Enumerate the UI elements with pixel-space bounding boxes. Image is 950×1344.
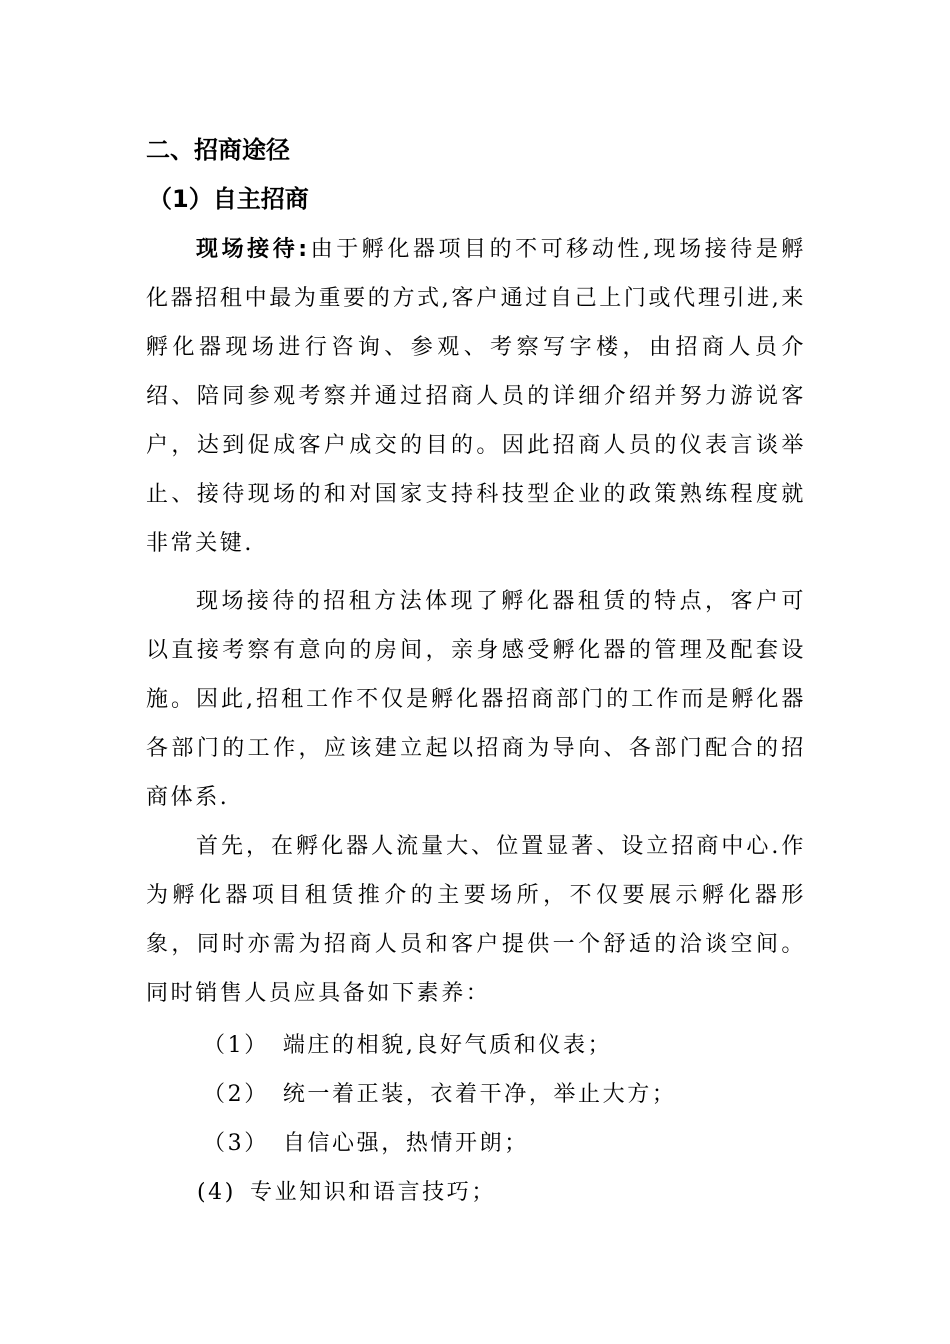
paragraph-onsite-reception xyxy=(146,225,806,568)
list-item xyxy=(203,1129,529,1159)
list-item-number: (4) xyxy=(197,1180,236,1205)
list-item-number: （1） xyxy=(203,1033,269,1058)
paragraph-rental-method: 现场接待的招租方法体现了孵化器租赁的特点，客户可以直接考察有意向的房间，亲身感受孵化器的管理及配套设施。因此,招租工作不仅是孵化器招商部门的工作而是孵化器各部门的工作，应该建立起以招商为导向、各部门配合的招商体系. xyxy=(146,589,806,810)
paragraph-lead-term: 现场接待: xyxy=(196,237,310,262)
list-item xyxy=(203,1080,676,1110)
paragraph-investment-center: 首先，在孵化器人流量大、位置显著、设立招商中心.作为孵化器项目租赁推介的主要场所，不仅要展示孵化器形象，同时亦需为招商人员和客户提供一个舒适的洽谈空间。同时销售人员应具备如下素养： xyxy=(146,834,806,1006)
section-heading: 二、招商途径 xyxy=(146,136,290,164)
list-item xyxy=(197,1178,496,1208)
list-item-text: 专业知识和语言技巧； xyxy=(249,1180,496,1205)
list-item-number: （3） xyxy=(203,1131,269,1156)
list-item-number: （2） xyxy=(203,1082,269,1107)
list-item-text: 统一着正装，衣着干净，举止大方； xyxy=(282,1082,677,1107)
subsection-heading: （1）自主招商 xyxy=(148,185,309,213)
paragraph-body: 由于孵化器项目的不可移动性,现场接待是孵化器招租中最为重要的方式,客户通过自己上门或代理引进,来孵化器现场进行咨询、参观、考察写字楼，由招商人员介绍、陪同参观考察并通过招商人员的详细介绍并努力游说客户，达到促成客户成交的目的。因此招商人员的仪表言谈举止、接待现场的和对国家支持科技型企业的政策熟练程度就非常关键. xyxy=(146,237,806,556)
list-item xyxy=(203,1031,612,1061)
list-item-text: 端庄的相貌,良好气质和仪表； xyxy=(282,1033,613,1058)
list-item-text: 自信心强，热情开朗； xyxy=(282,1131,529,1156)
